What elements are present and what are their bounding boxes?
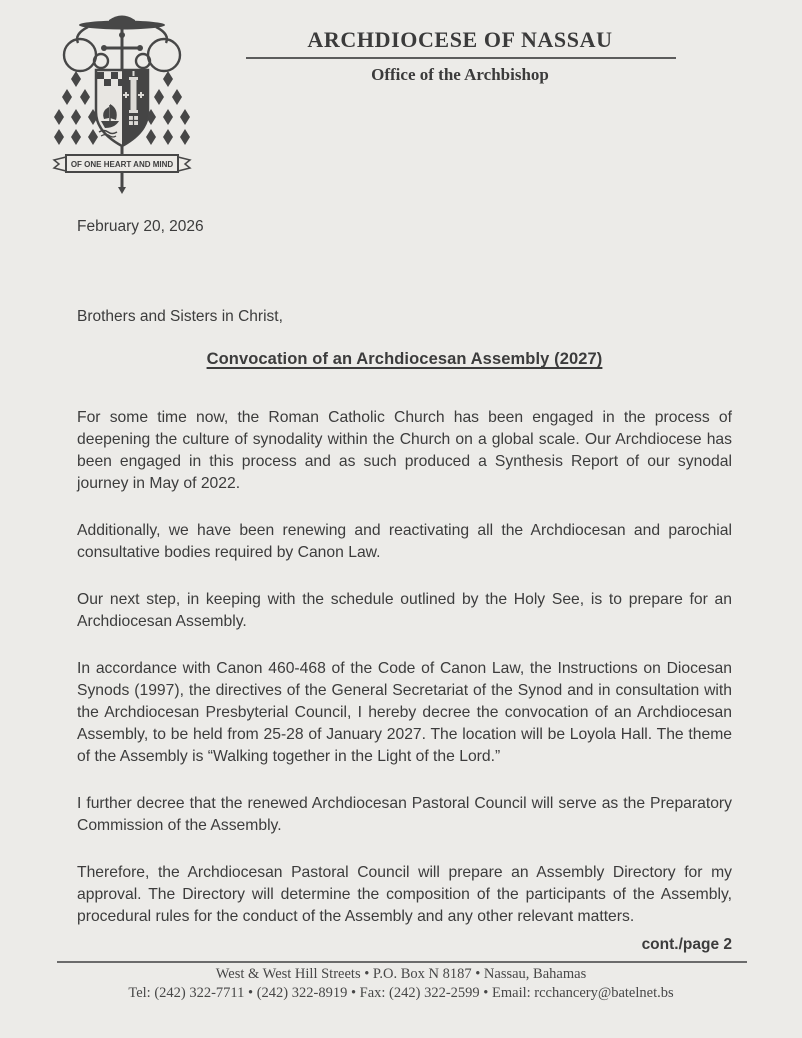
continuation-note: cont./page 2 xyxy=(641,936,732,953)
letterhead-subtitle: Office of the Archbishop xyxy=(371,65,549,84)
letter-paragraph: Our next step, in keeping with the schedule outlined by the Holy See, is to prepare for an Archdiocesan Assembly. xyxy=(77,591,732,630)
letter-paragraph: Therefore, the Archdiocesan Pastoral Council will prepare an Assembly Directory for my approval. The Directory will determine the composition of the participants of the Assembly, procedural rules for the conduct of the Assembly and any other relevant matters. xyxy=(77,864,732,925)
letter-paragraphs xyxy=(77,407,732,953)
letter-subject: Convocation of an Archdiocesan Assembly (2027) xyxy=(206,350,603,368)
letter-date: February 20, 2026 xyxy=(77,218,204,235)
letterhead-rule xyxy=(246,57,676,59)
letter-paragraph: Additionally, we have been renewing and reactivating all the Archdiocesan and parochial consultative bodies required by Canon Law. xyxy=(77,522,732,561)
crest-motto: OF ONE HEART AND MIND xyxy=(70,160,174,169)
footer-rule xyxy=(57,961,747,963)
crest-shield xyxy=(96,70,148,146)
archdiocese-coat-of-arms xyxy=(46,10,198,194)
letterhead-title: ARCHDIOCESE OF NASSAU xyxy=(307,27,613,52)
letter-paragraph: For some time now, the Roman Catholic Church has been engaged in the process of deepening the culture of synodality within the Church on a global scale. Our Archdiocese has been engaged in this process and as such produced a Synthesis Report of our synodal journey in May of 2022. xyxy=(77,409,732,492)
letter-paragraph: I further decree that the renewed Archdiocesan Pastoral Council will serve as the Preparatory Commission of the Assembly. xyxy=(77,795,732,834)
letter-salutation: Brothers and Sisters in Christ, xyxy=(77,308,283,325)
letterhead xyxy=(232,27,688,85)
footer-address: West & West Hill Streets • P.O. Box N 8187 • Nassau, Bahamas xyxy=(215,966,587,982)
galero-hat-icon xyxy=(79,16,165,30)
footer-contact: Tel: (242) 322-7711 • (242) 322-8919 • Fax: (242) 322-2599 • Email: rcchancery@batelnet.bs xyxy=(128,985,674,1001)
letter-paragraph: In accordance with Canon 460-468 of the Code of Canon Law, the Instructions on Diocesan Synods (1997), the directives of the General Secretariat of the Synod and in consultation with the Archdiocesan Presbyterial Council, I hereby decree the convocation of an Archdiocesan Assembly, to be held from 25-28 of January 2027. The location will be Loyola Hall. The theme of the Assembly is “Walking together in the Light of the Lord.” xyxy=(77,660,732,765)
crest-motto-banner xyxy=(54,155,190,172)
footer xyxy=(0,965,802,1003)
